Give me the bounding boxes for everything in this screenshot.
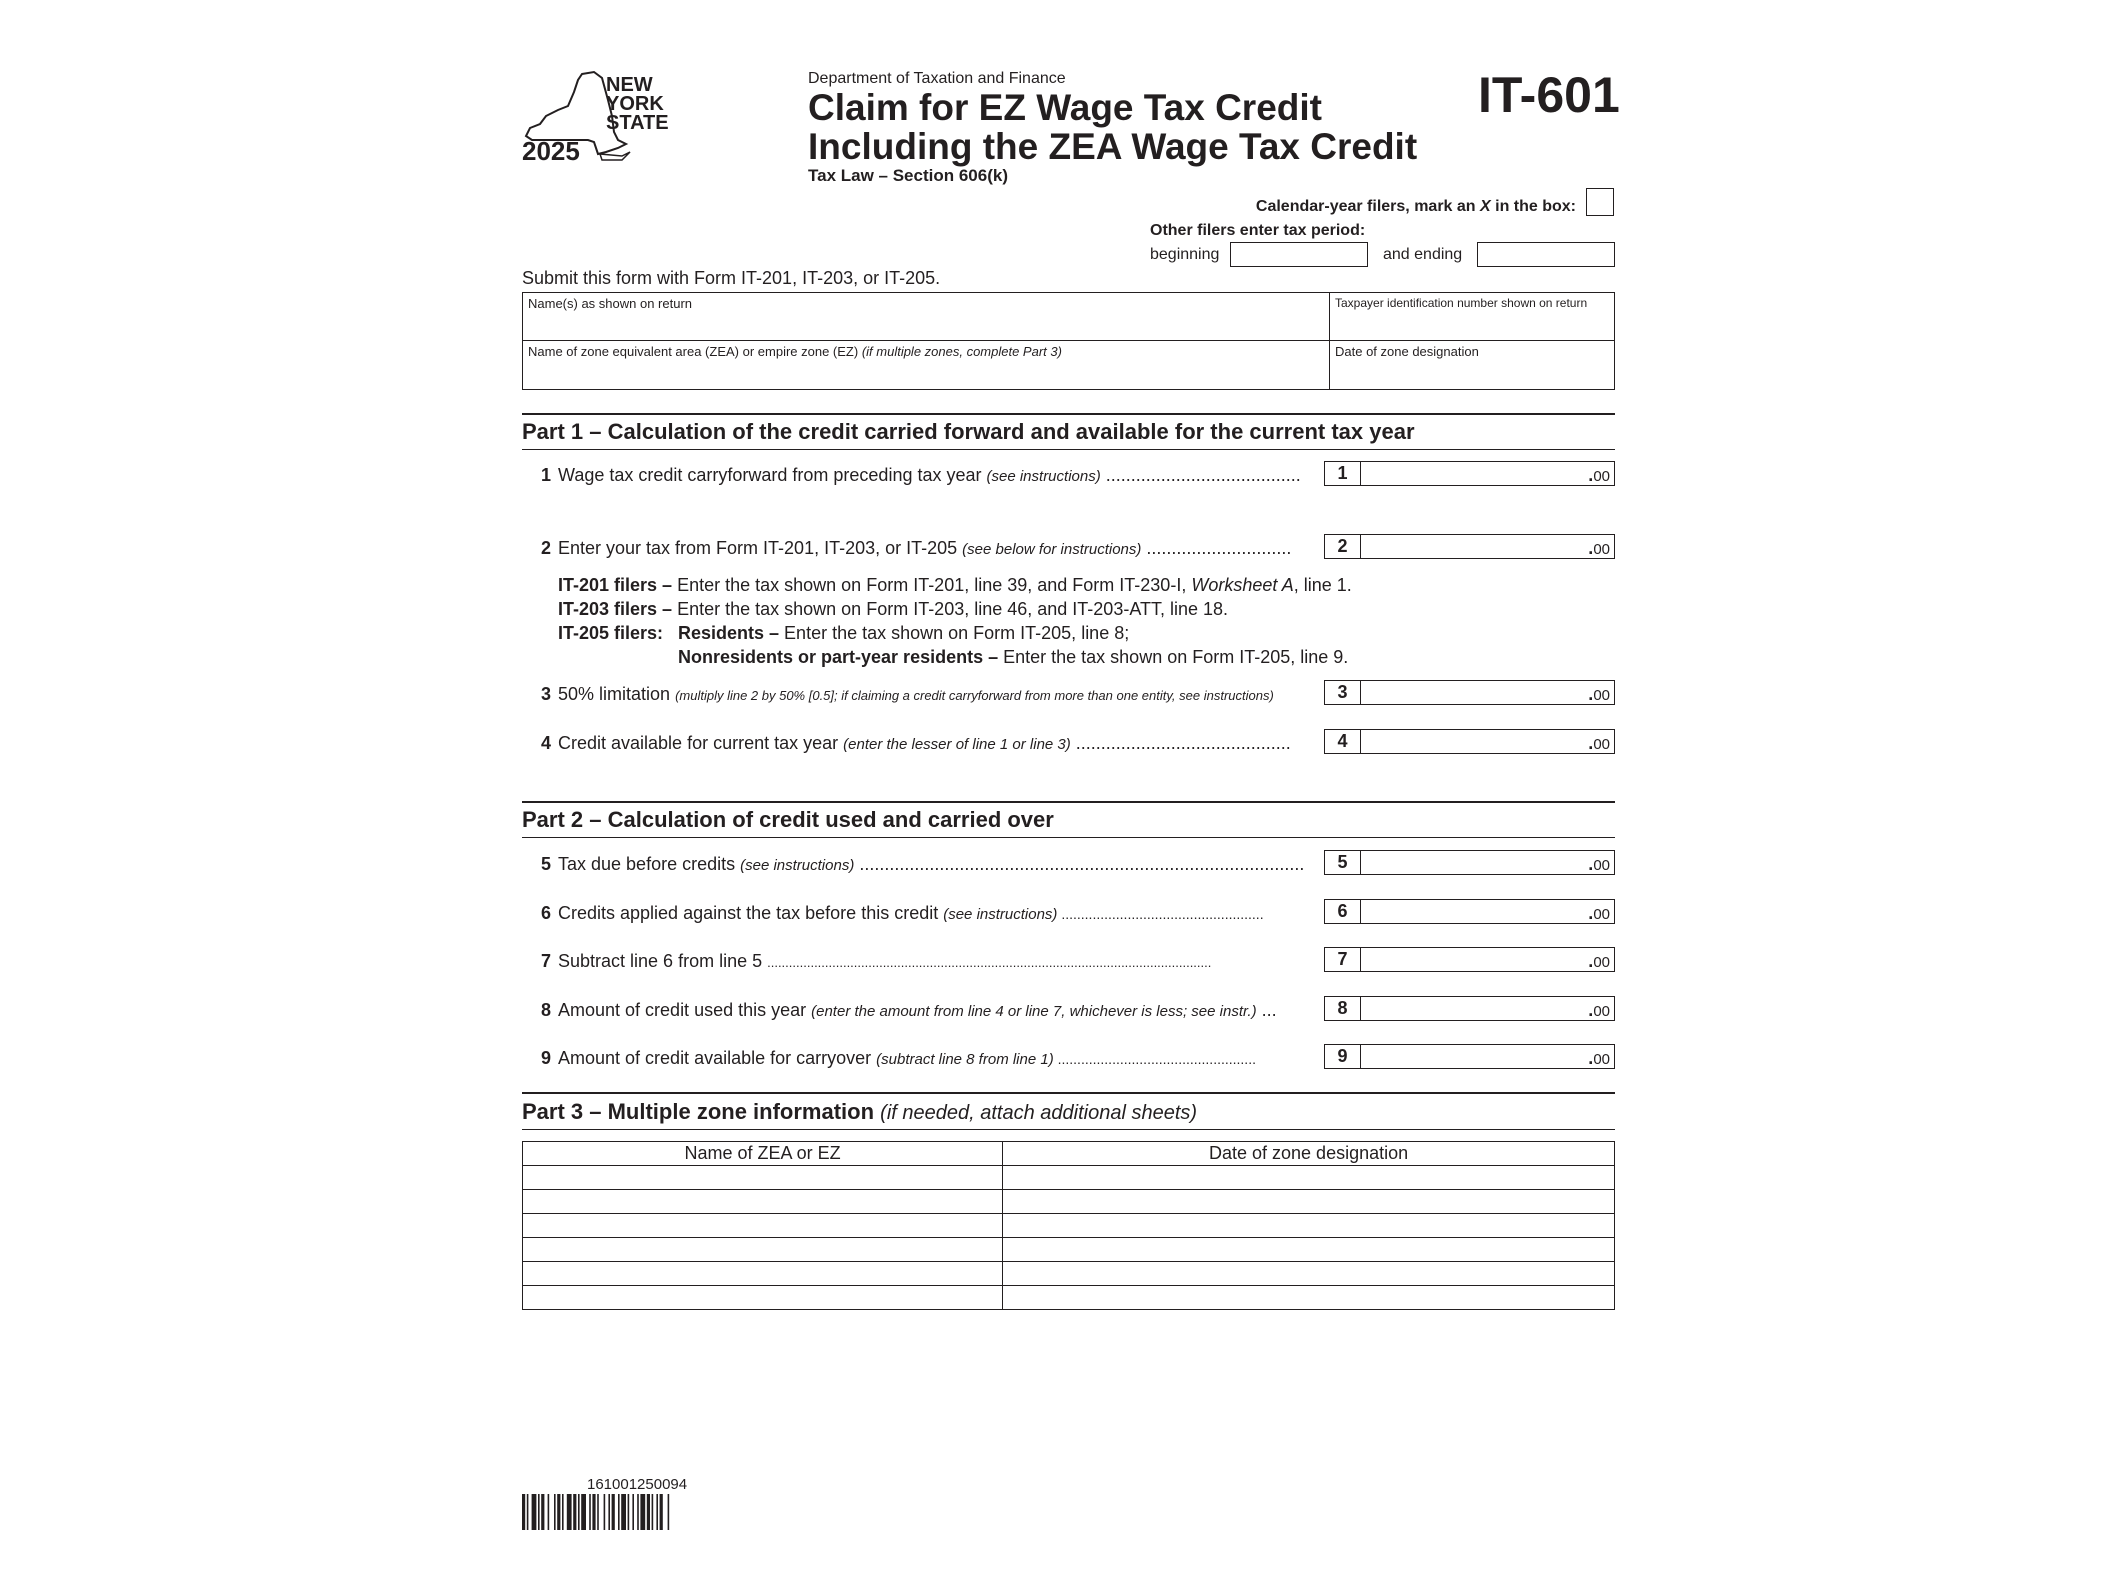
- line-1-amount[interactable]: .00: [1361, 461, 1615, 486]
- zone-name-field[interactable]: Name of zone equivalent area (ZEA) or empire zone (EZ) (if multiple zones, complete Part 3): [528, 344, 1062, 359]
- table-row: [523, 1286, 1615, 1310]
- barcode-icon: [522, 1494, 762, 1530]
- multiple-zone-table: [522, 1141, 1615, 1310]
- form-number: IT-601: [1478, 67, 1620, 123]
- line-5-amount[interactable]: .00: [1361, 850, 1615, 875]
- ending-label: and ending: [1383, 246, 1463, 263]
- line-7-amount[interactable]: .00: [1361, 947, 1615, 972]
- table-row: [523, 1190, 1615, 1214]
- submit-instruction: Submit this form with Form IT-201, IT-203, or IT-205.: [522, 268, 941, 288]
- other-filers-label: Other filers enter tax period:: [1150, 222, 1366, 239]
- it201-instruction: IT-201 filers – Enter the tax shown on Form IT-201, line 39, and Form IT-230-I, Worksheet A, line 1.: [558, 575, 1352, 595]
- barcode-number: 161001250094: [587, 1476, 688, 1493]
- tax-law-reference: Tax Law – Section 606(k): [808, 166, 1008, 185]
- line-1: 1 Wage tax credit carryforward from preceding tax year (see instructions) ....................................... 1 .00: [522, 461, 1615, 487]
- calendar-year-checkbox[interactable]: [1586, 188, 1614, 216]
- period-ending-field[interactable]: [1477, 242, 1615, 267]
- table-row: [523, 1262, 1615, 1286]
- line-4: 4 Credit available for current tax year (enter the lesser of line 1 or line 3) ........................................... 4 .00: [522, 729, 1615, 755]
- line-4-amount[interactable]: .00: [1361, 729, 1615, 754]
- department: Department of Taxation and Finance: [808, 70, 1066, 87]
- line-7: 7 Subtract line 6 from line 5 ........................................................................................................................... 7 .00: [522, 947, 1615, 973]
- period-beginning-field[interactable]: [1230, 242, 1368, 267]
- line-9: 9 Amount of credit available for carryover (subtract line 8 from line 1) ................................................... 9 .00: [522, 1044, 1615, 1070]
- line-8-amount[interactable]: .00: [1361, 996, 1615, 1021]
- part1-title: Part 1 – Calculation of the credit carried forward and available for the current tax year: [522, 419, 1415, 444]
- line-2: 2 Enter your tax from Form IT-201, IT-203, or IT-205 (see below for instructions) ............................. 2 .00: [522, 534, 1615, 560]
- logo-text: NEW YORK STATE: [606, 74, 669, 134]
- line-3: 3 50% limitation (multiply line 2 by 50% [0.5]; if claiming a credit carryforward from more than one entity, see instructions) 3 .00: [522, 680, 1615, 706]
- name-field[interactable]: Name(s) as shown on return: [528, 296, 693, 311]
- form-year: 2025: [522, 136, 580, 166]
- nonresidents-instruction: Nonresidents or part-year residents – Enter the tax shown on Form IT-205, line 9.: [678, 647, 1349, 667]
- nys-logo: [522, 70, 672, 165]
- zone-date-header: Date of zone designation: [1003, 1142, 1615, 1166]
- it205-label: IT-205 filers:: [558, 623, 664, 643]
- zone-name-header: Name of ZEA or EZ: [523, 1142, 1003, 1166]
- zone-date-field[interactable]: Date of zone designation: [1335, 344, 1479, 359]
- residents-instruction: Residents – Enter the tax shown on Form IT-205, line 8;: [678, 623, 1130, 643]
- table-row: [523, 1166, 1615, 1190]
- beginning-label: beginning: [1150, 246, 1220, 263]
- it203-instruction: IT-203 filers – Enter the tax shown on Form IT-203, line 46, and IT-203-ATT, line 18.: [558, 599, 1229, 619]
- line-9-amount[interactable]: .00: [1361, 1044, 1615, 1069]
- part3-title: Part 3 – Multiple zone information (if needed, attach additional sheets): [522, 1099, 1198, 1124]
- tin-field[interactable]: Taxpayer identification number shown on return: [1335, 296, 1588, 310]
- line-6-amount[interactable]: .00: [1361, 899, 1615, 924]
- table-row: [523, 1238, 1615, 1262]
- calendar-year-label: Calendar-year filers, mark an X in the box:: [1255, 198, 1576, 215]
- line-6: 6 Credits applied against the tax before this credit (see instructions) .................................................... 6 .00: [522, 899, 1615, 925]
- line-5: 5 Tax due before credits (see instructions) ......................................................................................... 5 .00: [522, 850, 1615, 876]
- form-title: Claim for EZ Wage Tax Credit Including the ZEA Wage Tax Credit: [808, 87, 1418, 167]
- part2-title: Part 2 – Calculation of credit used and carried over: [522, 807, 1054, 832]
- taxpayer-info-table: [522, 292, 1615, 390]
- table-row: [523, 1214, 1615, 1238]
- line-2-amount[interactable]: .00: [1361, 534, 1615, 559]
- line-3-amount[interactable]: .00: [1361, 680, 1615, 705]
- line-8: 8 Amount of credit used this year (enter the amount from line 4 or line 7, whichever is less; see instr.) ... 8 .00: [522, 996, 1615, 1022]
